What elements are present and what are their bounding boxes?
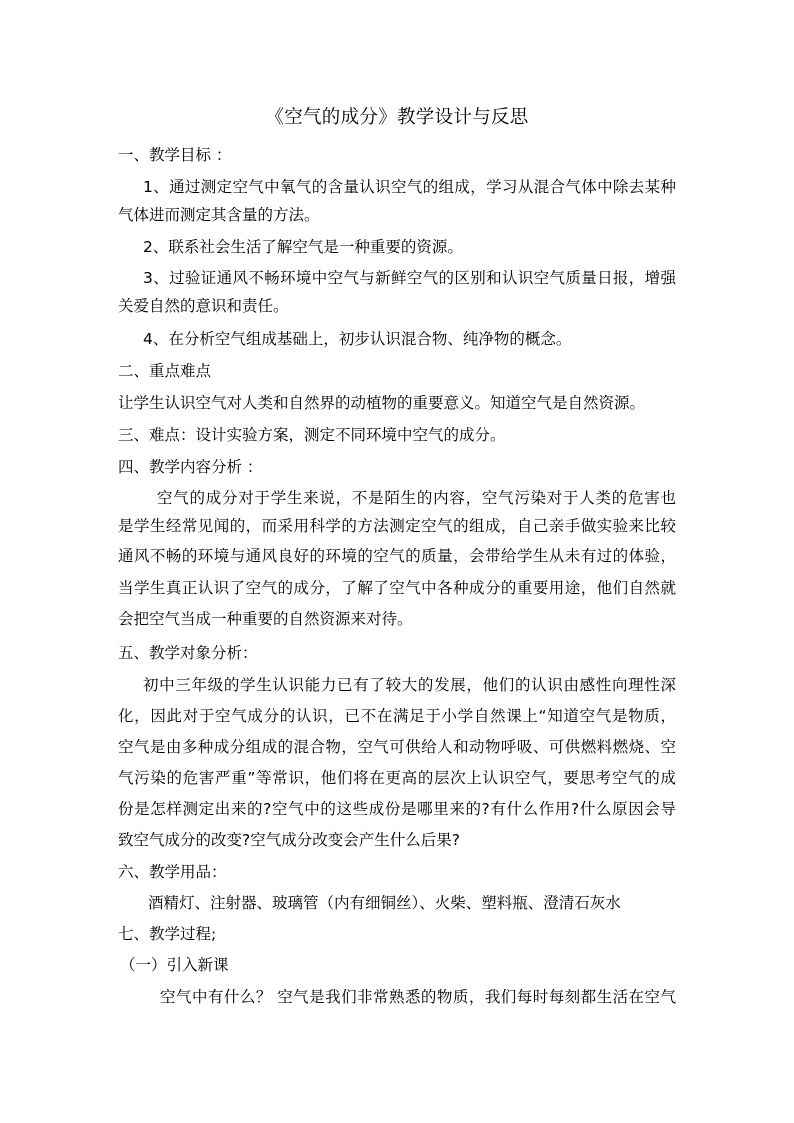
- audience-analysis-line-4: 气污染的危害严重”等常识，他们将在更高的层次上认识空气，要思考空气的成: [118, 769, 676, 787]
- content-analysis-line-2: 是学生经常见闻的，而采用科学的方法测定空气的组成，自己亲手做实验来比较: [118, 517, 676, 535]
- section-heading-difficulty: 三、难点：设计实验方案，测定不同环境中空气的成分。: [118, 426, 506, 444]
- objective-2: 2、联系社会生活了解空气是一种重要的资源。: [143, 238, 463, 256]
- content-analysis-line-4: 当学生真正认识了空气的成分，了解了空气中各种成分的重要用途，他们自然就: [118, 579, 676, 597]
- content-analysis-line-3: 通风不畅的环境与通风良好的环境的空气的质量，会带给学生从未有过的体验，: [118, 547, 676, 565]
- page-title: 《空气的成分》教学设计与反思: [265, 107, 529, 128]
- subsection-heading-intro: （一）引入新课: [120, 956, 229, 974]
- objective-3-line-2: 关爱自然的意识和责任。: [118, 297, 289, 315]
- objective-4: 4、在分析空气组成基础上，初步认识混合物、纯净物的概念。: [143, 330, 572, 348]
- objective-1-line-2: 气体进而测定其含量的方法。: [118, 206, 320, 224]
- audience-analysis-line-1: 初中三年级的学生认识能力已有了较大的发展，他们的认识由感性向理性深: [143, 676, 676, 694]
- section-heading-content-analysis: 四、教学内容分析 ：: [118, 458, 263, 476]
- objective-3-line-1: 3、过验证通风不畅环境中空气与新鲜空气的区别和认识空气质量日报，增强: [143, 269, 676, 287]
- section-heading-audience-analysis: 五、教学对象分析：: [118, 644, 258, 662]
- audience-analysis-line-6: 致空气成分的改变?空气成分改变会产生什么后果?: [118, 831, 460, 849]
- audience-analysis-line-2: 化，因此对于空气成分的认识，已不在满足于小学自然课上“知道空气是物质，: [118, 707, 676, 725]
- intro-line-1: 空气中有什么？ 空气是我们非常熟悉的物质，我们每时每刻都生活在空气: [160, 988, 676, 1006]
- content-analysis-line-5: 会把空气当成一种重要的自然资源来对待。: [118, 610, 413, 628]
- section-heading-materials: 六、教学用品：: [118, 863, 227, 881]
- section-heading-key-points: 二、重点难点: [118, 362, 212, 380]
- section-heading-objectives: 一、教学目标 ：: [118, 146, 232, 164]
- audience-analysis-line-5: 份是怎样测定出来的?空气中的这些成份是哪里来的?有什么作用?什么原因会导: [118, 800, 676, 818]
- content-analysis-line-1: 空气的成分对于学生来说，不是陌生的内容，空气污染对于人类的危害也: [157, 489, 676, 507]
- materials-list: 酒精灯、注射器、玻璃管（内有细铜丝）、火柴、塑料瓶、澄清石灰水: [148, 894, 621, 912]
- section-heading-process: 七、教学过程;: [118, 925, 217, 943]
- objective-1-line-1: 1、通过测定空气中氧气的含量认识空气的组成，学习从混合气体中除去某种: [143, 178, 676, 196]
- audience-analysis-line-3: 空气是由多种成分组成的混合物，空气可供给人和动物呼吸、可供燃料燃烧、空: [118, 738, 676, 756]
- key-points-text: 让学生认识空气对人类和自然界的动植物的重要意义。知道空气是自然资源。: [118, 394, 646, 412]
